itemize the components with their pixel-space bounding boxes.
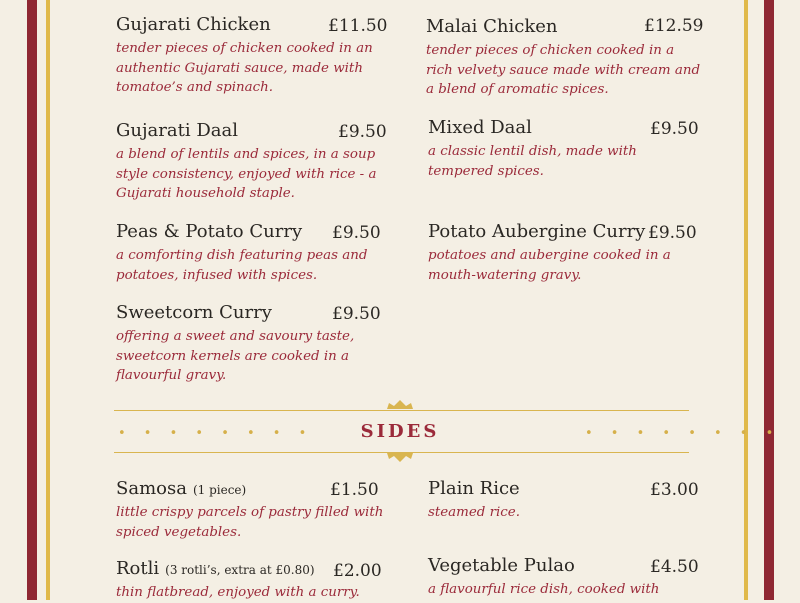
item-price: £9.50 — [648, 223, 697, 243]
item-name: Samosa — [116, 478, 187, 499]
item-description: a blend of lentils and spices, in a soup style consistency, enjoyed with rice - a Gujarati household staple. — [116, 147, 377, 201]
item-price: £9.50 — [332, 223, 381, 243]
item-description: steamed rice. — [428, 505, 520, 520]
item-description: a comforting dish featuring peas and potatoes, infused with spices. — [116, 248, 368, 283]
menu-item-malai-chicken — [426, 16, 704, 100]
item-description: tender pieces of chicken cooked in a rich velvety sauce made with cream and a blend of aromatic spices. — [426, 43, 701, 97]
item-name: Mixed Daal — [428, 117, 532, 138]
menu-item-sweetcorn-curry — [116, 302, 381, 386]
menu-item-potato-aubergine-curry — [428, 221, 700, 285]
item-name: Gujarati Daal — [116, 120, 238, 141]
item-name: Malai Chicken — [426, 16, 558, 37]
left-maroon-border — [27, 0, 37, 600]
item-description: a flavourful rice dish, cooked with — [428, 582, 660, 597]
item-description: little crispy parcels of pastry filled with spiced vegetables. — [116, 505, 384, 540]
item-note: (1 piece) — [192, 483, 247, 497]
item-price: £9.50 — [332, 304, 381, 324]
item-note: (3 rotli’s, extra at £0.80) — [165, 563, 315, 577]
item-name: Gujarati Chicken — [116, 14, 271, 35]
menu-item-vegetable-pulao — [428, 555, 700, 600]
menu-item-samosa — [116, 478, 384, 542]
item-name: Rotli — [116, 558, 160, 579]
item-description: a classic lentil dish, made with tempered spices. — [428, 144, 637, 179]
item-price: £2.00 — [333, 561, 382, 581]
item-price: £12.59 — [644, 16, 704, 36]
item-price: £9.50 — [338, 122, 387, 142]
item-name: Plain Rice — [428, 478, 520, 499]
sides-heading: SIDES — [360, 421, 440, 442]
item-price: £9.50 — [650, 119, 699, 139]
item-description: potatoes and aubergine cooked in a mouth-watering gravy. — [428, 248, 671, 283]
item-name: Peas & Potato Curry — [116, 221, 303, 242]
item-price: £4.50 — [650, 557, 699, 577]
crown-ornament-top — [385, 400, 415, 410]
item-price: £11.50 — [328, 16, 388, 36]
menu-item-gujarati-chicken — [116, 14, 388, 98]
item-name: Vegetable Pulao — [428, 555, 575, 576]
item-price: £1.50 — [330, 480, 379, 500]
divider-top — [114, 410, 689, 411]
item-description: offering a sweet and savoury taste, sweetcorn kernels are cooked in a flavourful gravy. — [116, 329, 355, 383]
menu-item-mixed-daal — [428, 117, 700, 181]
right-gold-border — [744, 0, 748, 600]
crown-ornament-bottom — [385, 452, 415, 462]
menu-item-gujarati-daal — [116, 120, 387, 204]
menu-item-peas-potato-curry — [116, 221, 381, 285]
left-gold-border — [46, 0, 50, 600]
dots-right: • • • • • • • • — [585, 426, 781, 441]
right-maroon-border — [764, 0, 774, 600]
item-description: tender pieces of chicken cooked in an authentic Gujarati sauce, made with tomatoe’s and spinach. — [116, 41, 373, 95]
menu-item-rotli — [116, 558, 384, 603]
item-description: thin flatbread, enjoyed with a curry. — [116, 585, 360, 600]
item-name: Potato Aubergine Curry — [428, 221, 646, 242]
dots-left: • • • • • • • • — [118, 426, 314, 441]
menu-item-plain-rice — [428, 478, 700, 523]
item-price: £3.00 — [650, 480, 699, 500]
item-name: Sweetcorn Curry — [116, 302, 272, 323]
